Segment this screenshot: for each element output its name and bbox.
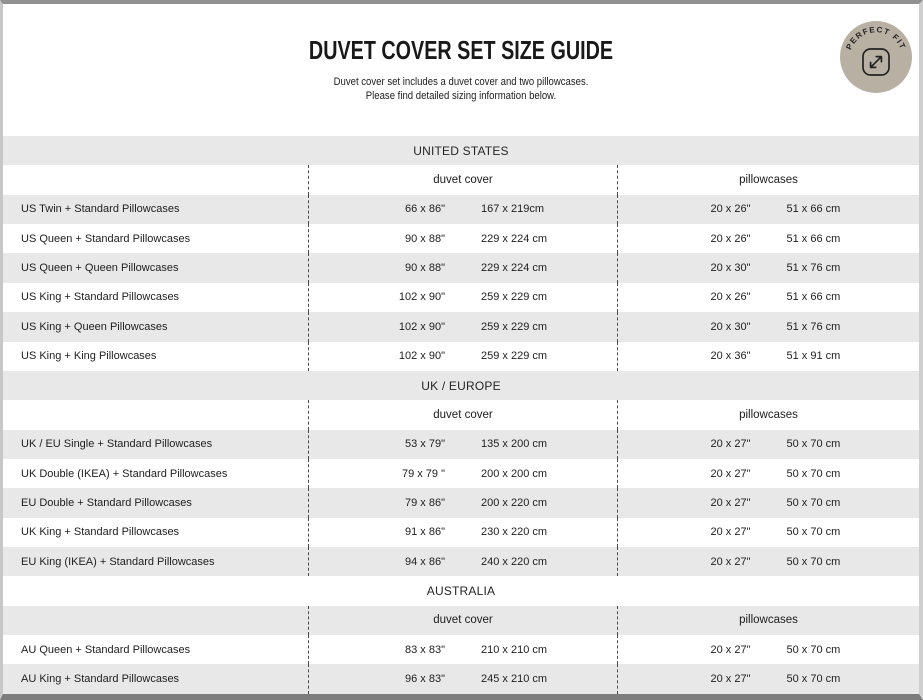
- row-label: UK Double (IKEA) + Standard Pillowcases: [21, 467, 228, 480]
- table-row: [3, 430, 919, 459]
- pillow-inches-value: 20 x 26": [710, 203, 751, 216]
- pillow-cm-value: 51 x 76 cm: [786, 262, 841, 275]
- table-row: [3, 664, 919, 693]
- duvet-cover-cell: [308, 195, 617, 224]
- pillow-cm-value: 51 x 66 cm: [786, 291, 841, 304]
- column-header-row: [3, 165, 919, 194]
- duvet-inches-value: 79 x 86": [405, 496, 445, 509]
- pillow-cm-value: 50 x 70 cm: [786, 643, 841, 656]
- section-header: AUSTRALIA: [426, 584, 496, 599]
- column-header-spacer: [3, 165, 308, 194]
- duvet-inches-value: 96 x 83": [405, 673, 445, 686]
- table-row: [3, 342, 919, 371]
- duvet-cover-cell: [308, 664, 617, 693]
- pillowcases-cell: [617, 283, 919, 312]
- pillow-cm-value: 50 x 70 cm: [786, 438, 841, 451]
- row-label: US King + King Pillowcases: [21, 350, 157, 363]
- column-header-spacer: [3, 400, 308, 429]
- table-row: [3, 635, 919, 664]
- row-label: EU Double + Standard Pillowcases: [21, 496, 192, 509]
- page-title: DUVET COVER SET SIZE GUIDE: [308, 35, 614, 65]
- perfect-fit-badge: [840, 21, 912, 93]
- pillowcases-cell: [617, 342, 919, 371]
- page-subtitle-line1: Duvet cover set includes a duvet cover and two pillowcases.: [333, 76, 589, 88]
- row-label: US Queen + Queen Pillowcases: [21, 262, 179, 275]
- duvet-cover-cell: [308, 459, 617, 488]
- duvet-cm-value: 200 x 200 cm: [481, 467, 548, 480]
- row-label: UK / EU Single + Standard Pillowcases: [21, 438, 213, 451]
- pillow-inches-value: 20 x 36": [710, 350, 751, 363]
- pillowcases-cell: [617, 664, 919, 693]
- duvet-cover-column-header: duvet cover: [308, 400, 617, 429]
- duvet-cm-value: 230 x 220 cm: [481, 526, 548, 539]
- duvet-cm-value: 210 x 210 cm: [481, 643, 548, 656]
- duvet-cover-column-header: duvet cover: [308, 165, 617, 194]
- pillowcases-column-header: pillowcases: [617, 606, 919, 635]
- duvet-cm-value: 200 x 220 cm: [481, 496, 548, 509]
- row-label: AU Queen + Standard Pillowcases: [21, 643, 191, 656]
- pillowcases-cell: [617, 430, 919, 459]
- page-subtitle-line2: Please find detailed sizing information below.: [365, 89, 557, 102]
- duvet-cover-cell: [308, 342, 617, 371]
- pillow-cm-value: 51 x 76 cm: [786, 320, 841, 333]
- duvet-inches-value: 79 x 79 ": [401, 467, 445, 480]
- table-row: [3, 253, 919, 282]
- duvet-inches-value: 53 x 79": [405, 438, 445, 451]
- duvet-inches-value: 91 x 86": [405, 526, 445, 539]
- pillowcases-cell: [617, 635, 919, 664]
- duvet-cover-cell: [308, 224, 617, 253]
- duvet-inches-value: 102 x 90": [398, 350, 445, 363]
- duvet-cover-cell: [308, 518, 617, 547]
- pillowcases-column-header: pillowcases: [617, 165, 919, 194]
- section-header: UK / EUROPE: [3, 371, 919, 400]
- pillow-cm-value: 51 x 66 cm: [786, 232, 841, 245]
- table-row: [3, 224, 919, 253]
- row-label: US King + Queen Pillowcases: [21, 320, 168, 333]
- table-row: [3, 312, 919, 341]
- pillow-inches-value: 20 x 27": [710, 438, 751, 451]
- duvet-cover-cell: [308, 253, 617, 282]
- pillow-inches-value: 20 x 30": [710, 320, 751, 333]
- pillowcases-cell: [617, 253, 919, 282]
- duvet-cm-value: 229 x 224 cm: [481, 232, 548, 245]
- duvet-cm-value: 229 x 224 cm: [481, 262, 548, 275]
- row-label: US Twin + Standard Pillowcases: [21, 203, 180, 216]
- duvet-cm-value: 259 x 229 cm: [481, 320, 548, 333]
- duvet-cover-cell: [308, 547, 617, 576]
- size-table: [3, 136, 919, 694]
- duvet-cm-value: 245 x 210 cm: [481, 673, 548, 686]
- table-row: [3, 488, 919, 517]
- pillow-inches-value: 20 x 30": [710, 262, 751, 275]
- table-row: [3, 195, 919, 224]
- page-subtitle: [63, 76, 860, 103]
- pillowcases-cell: [617, 312, 919, 341]
- duvet-inches-value: 102 x 90": [398, 320, 445, 333]
- duvet-inches-value: 94 x 86": [405, 555, 445, 568]
- pillow-cm-value: 51 x 66 cm: [786, 203, 841, 216]
- pillowcases-cell: [617, 518, 919, 547]
- row-label: EU King (IKEA) + Standard Pillowcases: [21, 555, 215, 568]
- pillow-inches-value: 20 x 27": [710, 673, 751, 686]
- section-header: UNITED STATES: [3, 136, 919, 165]
- pillowcases-cell: [617, 547, 919, 576]
- row-label: US Queen + Standard Pillowcases: [21, 232, 191, 245]
- duvet-cm-value: 240 x 220 cm: [481, 555, 548, 568]
- row-label: UK King + Standard Pillowcases: [21, 526, 180, 539]
- pillow-inches-value: 20 x 26": [710, 291, 751, 304]
- pillowcases-cell: [617, 195, 919, 224]
- table-row: [3, 459, 919, 488]
- pillow-cm-value: 50 x 70 cm: [786, 555, 841, 568]
- row-label: AU King + Standard Pillowcases: [21, 673, 180, 686]
- column-header-row: [3, 400, 919, 429]
- duvet-inches-value: 66 x 86": [405, 203, 445, 216]
- duvet-inches-value: 83 x 83": [405, 643, 445, 656]
- table-row: [3, 283, 919, 312]
- column-header-spacer: [3, 606, 308, 635]
- duvet-cm-value: 259 x 229 cm: [481, 291, 548, 304]
- column-header-row: [3, 606, 919, 635]
- duvet-cm-value: 135 x 200 cm: [481, 438, 548, 451]
- pillowcases-cell: [617, 459, 919, 488]
- pillow-inches-value: 20 x 27": [710, 496, 751, 509]
- duvet-cover-cell: [308, 488, 617, 517]
- pillow-cm-value: 50 x 70 cm: [786, 467, 841, 480]
- duvet-cover-cell: [308, 635, 617, 664]
- duvet-cover-column-header: duvet cover: [308, 606, 617, 635]
- pillow-inches-value: 20 x 27": [710, 467, 751, 480]
- duvet-inches-value: 90 x 88": [405, 262, 445, 275]
- row-label: US King + Standard Pillowcases: [21, 291, 180, 304]
- duvet-cover-cell: [308, 283, 617, 312]
- pillow-inches-value: 20 x 27": [710, 555, 751, 568]
- pillow-cm-value: 50 x 70 cm: [786, 673, 841, 686]
- table-row: [3, 518, 919, 547]
- badge-curved-text: PERFECT FIT: [844, 25, 908, 52]
- duvet-inches-value: 102 x 90": [398, 291, 445, 304]
- duvet-cm-value: 259 x 229 cm: [481, 350, 548, 363]
- perfect-fit-badge-graphic: [840, 21, 912, 93]
- pillow-inches-value: 20 x 26": [710, 232, 751, 245]
- duvet-inches-value: 90 x 88": [405, 232, 445, 245]
- duvet-cm-value: 167 x 219cm: [481, 203, 544, 216]
- page-header: [3, 4, 919, 136]
- duvet-cover-cell: [308, 312, 617, 341]
- pillow-cm-value: 51 x 91 cm: [786, 350, 841, 363]
- pillow-cm-value: 50 x 70 cm: [786, 526, 841, 539]
- pillow-inches-value: 20 x 27": [710, 526, 751, 539]
- duvet-cover-cell: [308, 430, 617, 459]
- table-row: [3, 547, 919, 576]
- pillowcases-column-header: pillowcases: [617, 400, 919, 429]
- pillow-cm-value: 50 x 70 cm: [786, 496, 841, 509]
- pillow-inches-value: 20 x 27": [710, 643, 751, 656]
- pillowcases-cell: [617, 488, 919, 517]
- pillowcases-cell: [617, 224, 919, 253]
